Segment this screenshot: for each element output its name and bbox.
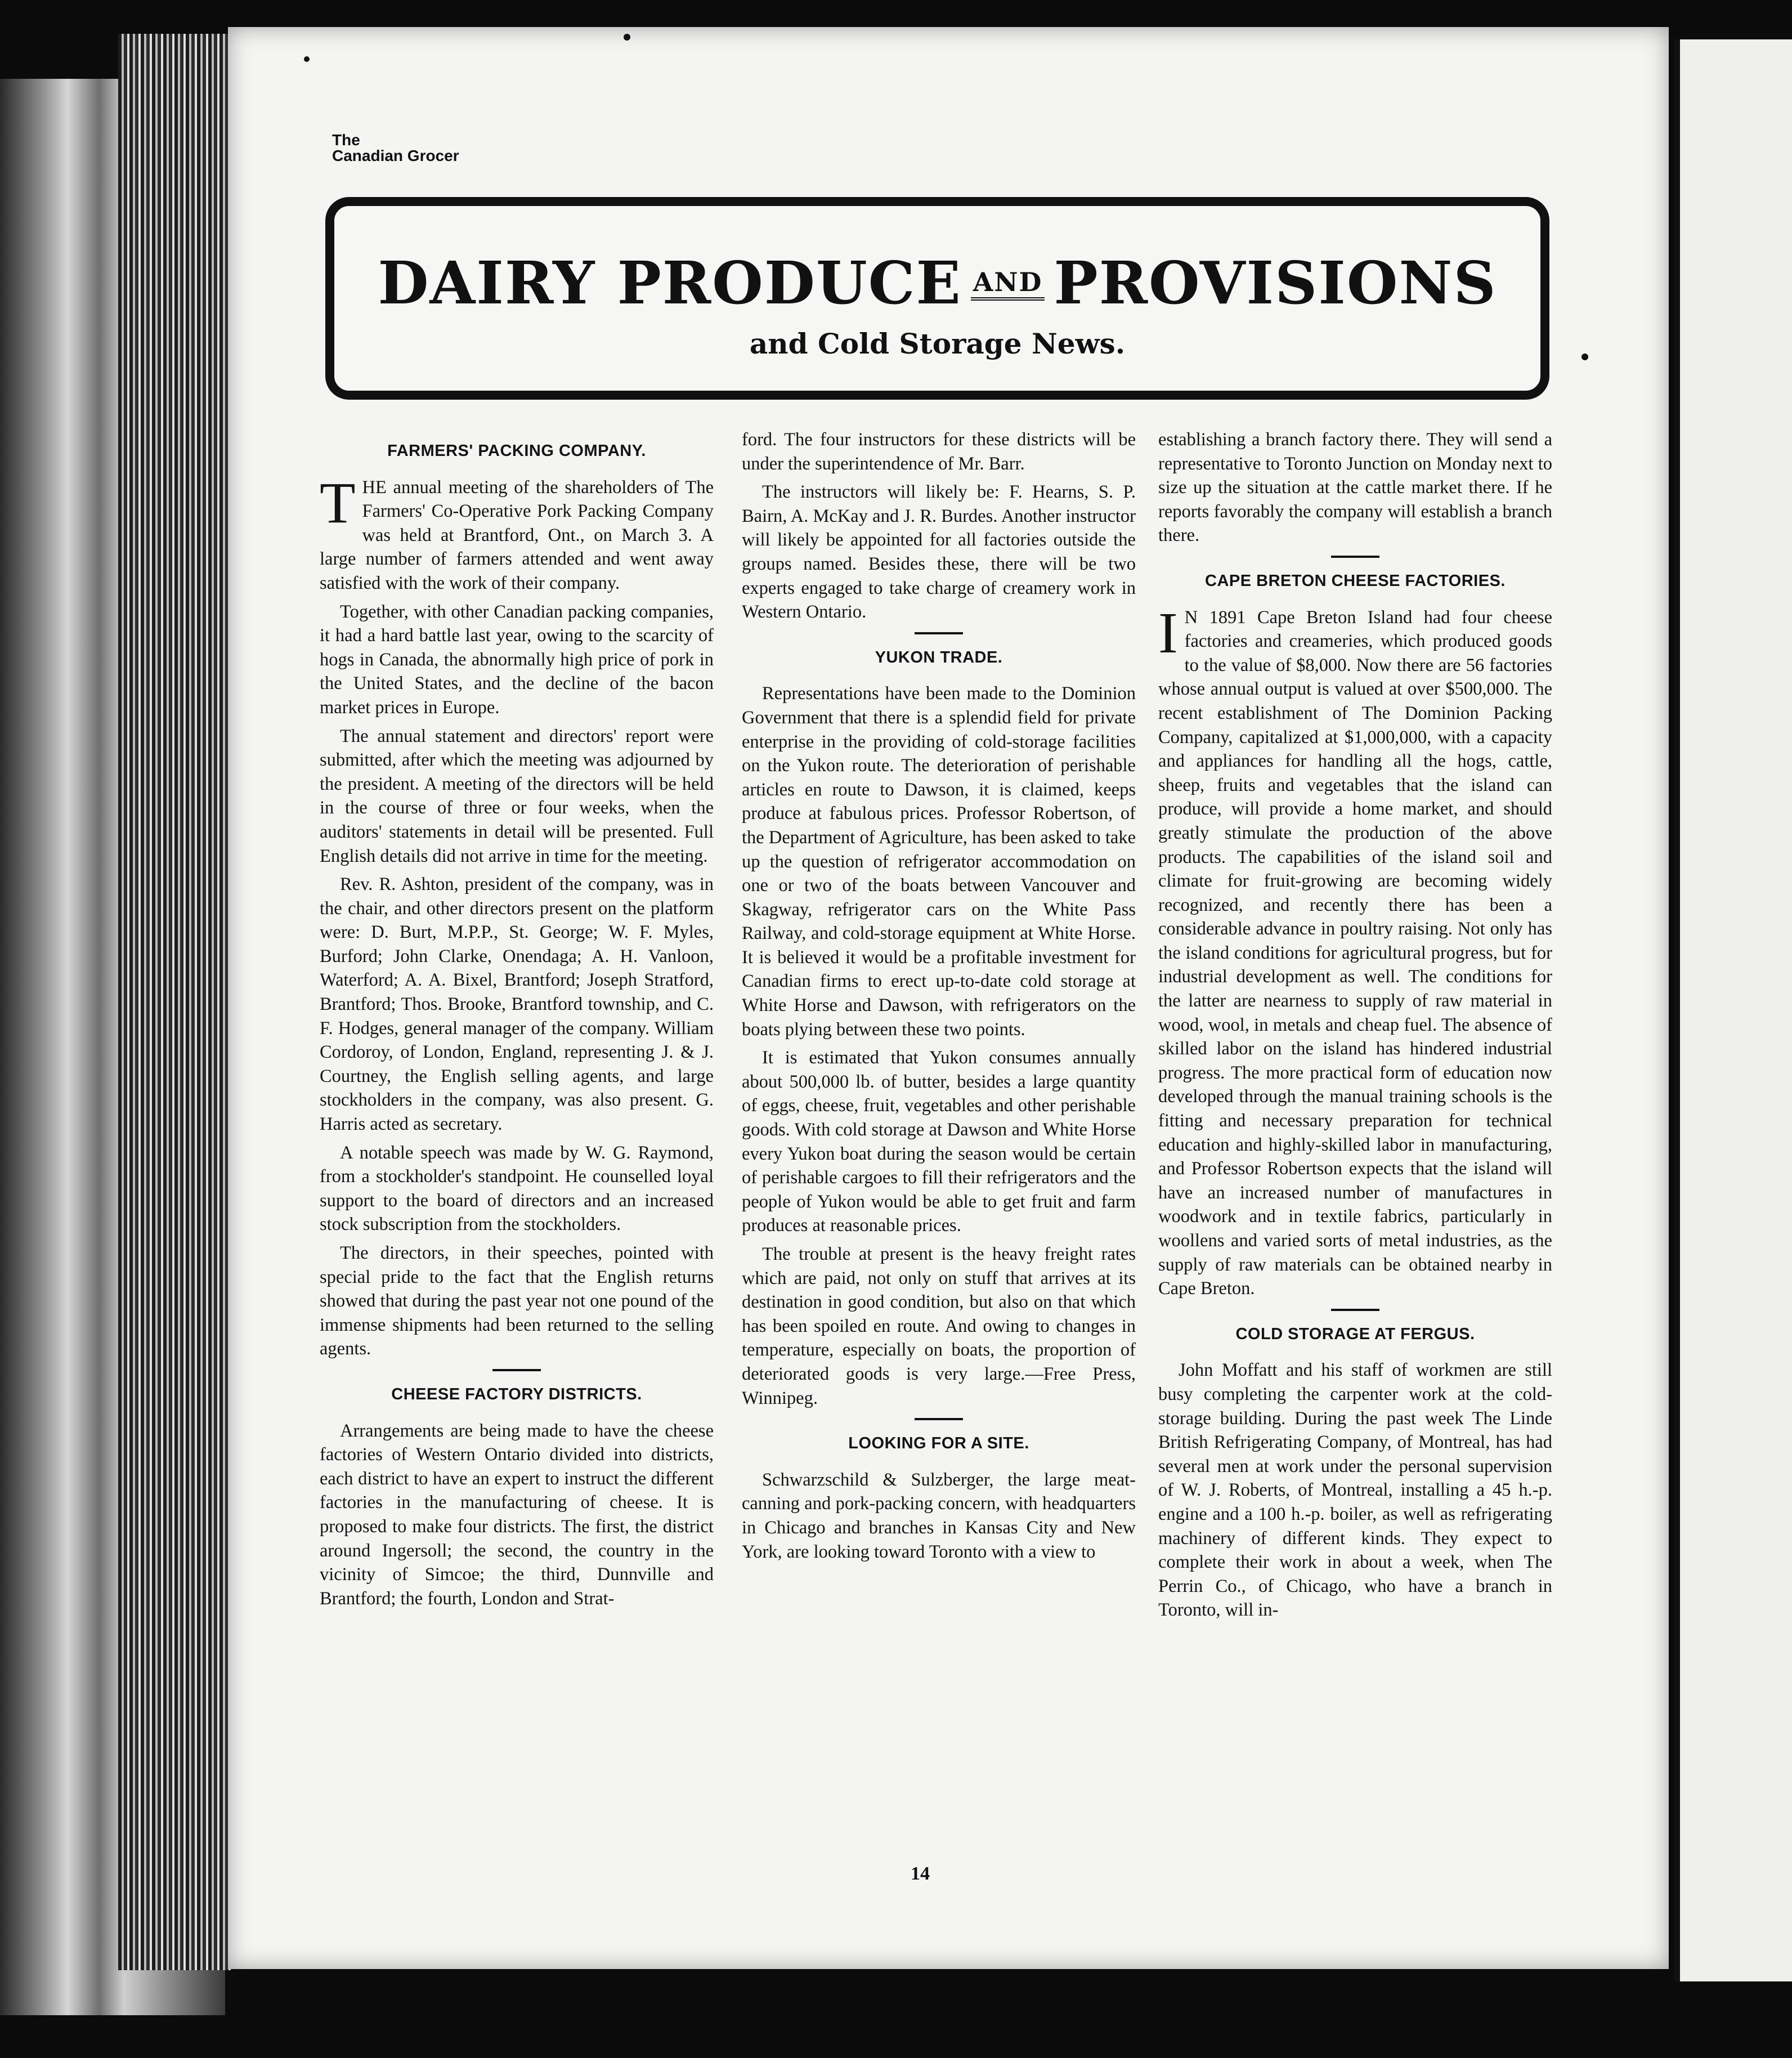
article-heading-cheese-districts: CHEESE FACTORY DISTRICTS. (391, 1385, 642, 1403)
column-2 (742, 428, 1136, 1568)
ink-speck (624, 34, 630, 41)
article-paragraph (320, 470, 714, 596)
adjacent-page-edge (1674, 39, 1792, 1981)
article-heading-cold-storage-fergus: COLD STORAGE AT FERGUS. (1235, 1325, 1475, 1343)
article-heading-yukon-trade: YUKON TRADE. (875, 648, 1003, 666)
article-paragraph: Representations have been made to the Dominion Government that there is a splendid field for private enterprise in the providing of cold-storage facilities on the Yukon route. The deterioration of perishable articles en route to Dawson, it is claimed, keeps produce at fabulous prices. Professor Robertson, of the Department of Agriculture, has been asked to take up the question of refrigerator accommodation on one or two of the boats between Vancouver and Skagway, refrigerator cars on the White Pass Railway, and cold-storage equipment at White Horse. It is believed it would be a profitable investment for Canadian firms to erect up-to-date cold storage at White Horse and Dawson, with refrigerators on the boats plying between these two points. (742, 683, 1136, 1040)
paragraph-text: HE annual meeting of the shareholders of The Farmers' Co-Operative Pork Packing Company was held at Brantford, Ont., on March 3. A large number of farmers attended and went away satisfied with the work of their company. (320, 477, 714, 593)
article-paragraph: The annual statement and directors' report were submitted, after which the meeting was adjourned by the president. A meeting of the directors will be held in the course of three or four weeks, when the auditors' statements in detail will be presented. Full English details did not arrive in time for the meeting. (320, 726, 714, 866)
running-head-line2: Canadian Grocer (332, 147, 459, 164)
banner-subtitle: and Cold Storage News. (749, 327, 1126, 360)
article-paragraph (1158, 600, 1552, 1301)
section-rule (1331, 1309, 1379, 1311)
article-paragraph: A notable speech was made by W. G. Raymond, from a stockholder's standpoint. He counselled loyal support to the board of directors and an increased stock subscription from the stockholders. (320, 1142, 714, 1235)
article-paragraph: The instructors will likely be: F. Hearns, S. P. Bairn, A. McKay and J. R. Burdes. Another instructor will likely be appointed for all factories outside the groups named. Besides these, there will be two experts engaged to take charge of creamery work in Western Ontario. (742, 482, 1136, 623)
section-rule (915, 632, 963, 634)
banner-title (334, 248, 1540, 317)
article-paragraph: Together, with other Canadian packing companies, it had a hard battle last year, owing to the scarcity of hogs in Canada, the abnormally high price of pork in the United States, and the decline of the bacon market prices in Europe. (320, 601, 714, 718)
column-1 (320, 428, 714, 1615)
drop-cap: T (320, 470, 356, 535)
banner-title-and: AND (971, 267, 1045, 301)
drop-cap: I (1158, 600, 1178, 665)
ink-speck (304, 56, 310, 62)
article-heading-looking-for-site: LOOKING FOR A SITE. (848, 1434, 1029, 1453)
ink-speck (1582, 354, 1588, 360)
article-paragraph: The directors, in their speeches, pointed with special pride to the fact that the English returns showed that during the past year not one pound of the immense shipments had been returned to the selling agents. (320, 1243, 714, 1359)
section-rule (492, 1369, 541, 1371)
running-head-line1: The (332, 131, 360, 149)
article-heading-farmers-packing: FARMERS' PACKING COMPANY. (387, 442, 646, 460)
column-3 (1158, 428, 1552, 1627)
section-banner (325, 197, 1549, 400)
page-number: 14 (911, 1863, 930, 1884)
running-head (332, 132, 459, 164)
paragraph-text: N 1891 Cape Breton Island had four cheese factories and creameries, which produced goods to the value of $8,000. Now there are 56 factories whose annual output is valued at over $500,000. The recent establishment of The Dominion Packing Company, capitalized at $1,000,000, with a capacity and appliances for handling all the hogs, cattle, sheep, fruits and vegetables that the island can produce, will provide a home market, and should greatly stimulate the production of the above products. The capabilities of the island soil and climate for fruit-growing are becoming widely recognized, and recently there has been a considerable advance in poultry raising. Not only has the island conditions for agricultural progress, but for industrial development as well. The conditions for the latter are nearness to supply of raw material in wood, wool, in metals and cheap fuel. The absence of skilled labor on the island has hindered industrial progress. The more practical form of education now developed through the manual training schools is the fitting and necessary preparation for technical education and highly-skilled labor in manufacturing, and Professor Robertson expects that the island will have an increased number of manufactures in woodwork and in textile fabrics, particularly in woollens and varied sorts of metal industries, as the supply of raw materials can be obtained nearby in Cape Breton. (1158, 607, 1552, 1299)
article-heading-cape-breton: CAPE BRETON CHEESE FACTORIES. (1205, 571, 1506, 590)
article-paragraph: It is estimated that Yukon consumes annually about 500,000 lb. of butter, besides a large quantity of eggs, cheese, fruit, vegetables and other perishable goods. With cold storage at Dawson and White Horse every Yukon boat during the season would be certain of perishable cargoes to fill their refrigerators and the people of Yukon would be able to get fruit and farm produces at reasonable prices. (742, 1048, 1136, 1236)
banner-title-right: PROVISIONS (1054, 248, 1497, 317)
section-rule (1331, 556, 1379, 558)
section-rule (915, 1418, 963, 1420)
page-stack-edges (118, 34, 231, 1970)
article-paragraph: ford. The four instructors for these districts will be under the superintendence of Mr. Barr. (742, 430, 1136, 474)
article-paragraph: John Moffatt and his staff of workmen are still busy completing the carpenter work at the cold-storage building. During the past week The Linde British Refrigerating Company, of Montreal, has had several men at work under the personal supervision of W. J. Roberts, of Montreal, installing a 45 h.-p. engine and a 100 h.-p. boiler, as well as refrigerating machinery of different kinds. They expect to complete their work in about a week, when The Perrin Co., of Chicago, who have a branch in Toronto, will in- (1158, 1360, 1552, 1621)
article-paragraph: establishing a branch factory there. They will send a representative to Toronto Junction on Monday next to size up the situation at the cattle market there. If he reports favorably the company will establish a branch there. (1158, 430, 1552, 546)
article-paragraph: Arrangements are being made to have the cheese factories of Western Ontario divided into districts, each district to have an expert to instruct the different factories in the manufacturing of cheese. It is proposed to make four districts. The first, the district around Ingersoll; the second, the country in the vicinity of Simcoe; the third, Dunnville and Brantford; the fourth, London and Strat- (320, 1420, 714, 1609)
article-paragraph: Schwarzschild & Sulzberger, the large meat-canning and pork-packing concern, with headquarters in Chicago and branches in Kansas City and New York, are looking toward Toronto with a view to (742, 1469, 1136, 1562)
banner-title-left: DAIRY PRODUCE (378, 248, 962, 317)
article-paragraph: The trouble at present is the heavy freight rates which are paid, not only on stuff that arrives at its destination in good condition, but also on that which has been spoiled en route. And owing to changes in temperature, especially on boats, the proportion of deteriorated goods is very large.—Free Press, Winnipeg. (742, 1244, 1136, 1408)
article-paragraph: Rev. R. Ashton, president of the company, was in the chair, and other directors present on the platform were: D. Burt, M.P.P., St. George; W. F. Myles, Burford; John Clarke, Onendaga; A. H. Vanloon, Waterford; A. A. Bixel, Brantford; Joseph Stratford, Brantford; Thos. Brooke, Brantford township, and C. F. Hodges, general manager of the company. William Cordoroy, of London, England, representing J. & J. Courtney, the English selling agents, and large stockholders in the company, was also present. G. Harris acted as secretary. (320, 874, 714, 1135)
